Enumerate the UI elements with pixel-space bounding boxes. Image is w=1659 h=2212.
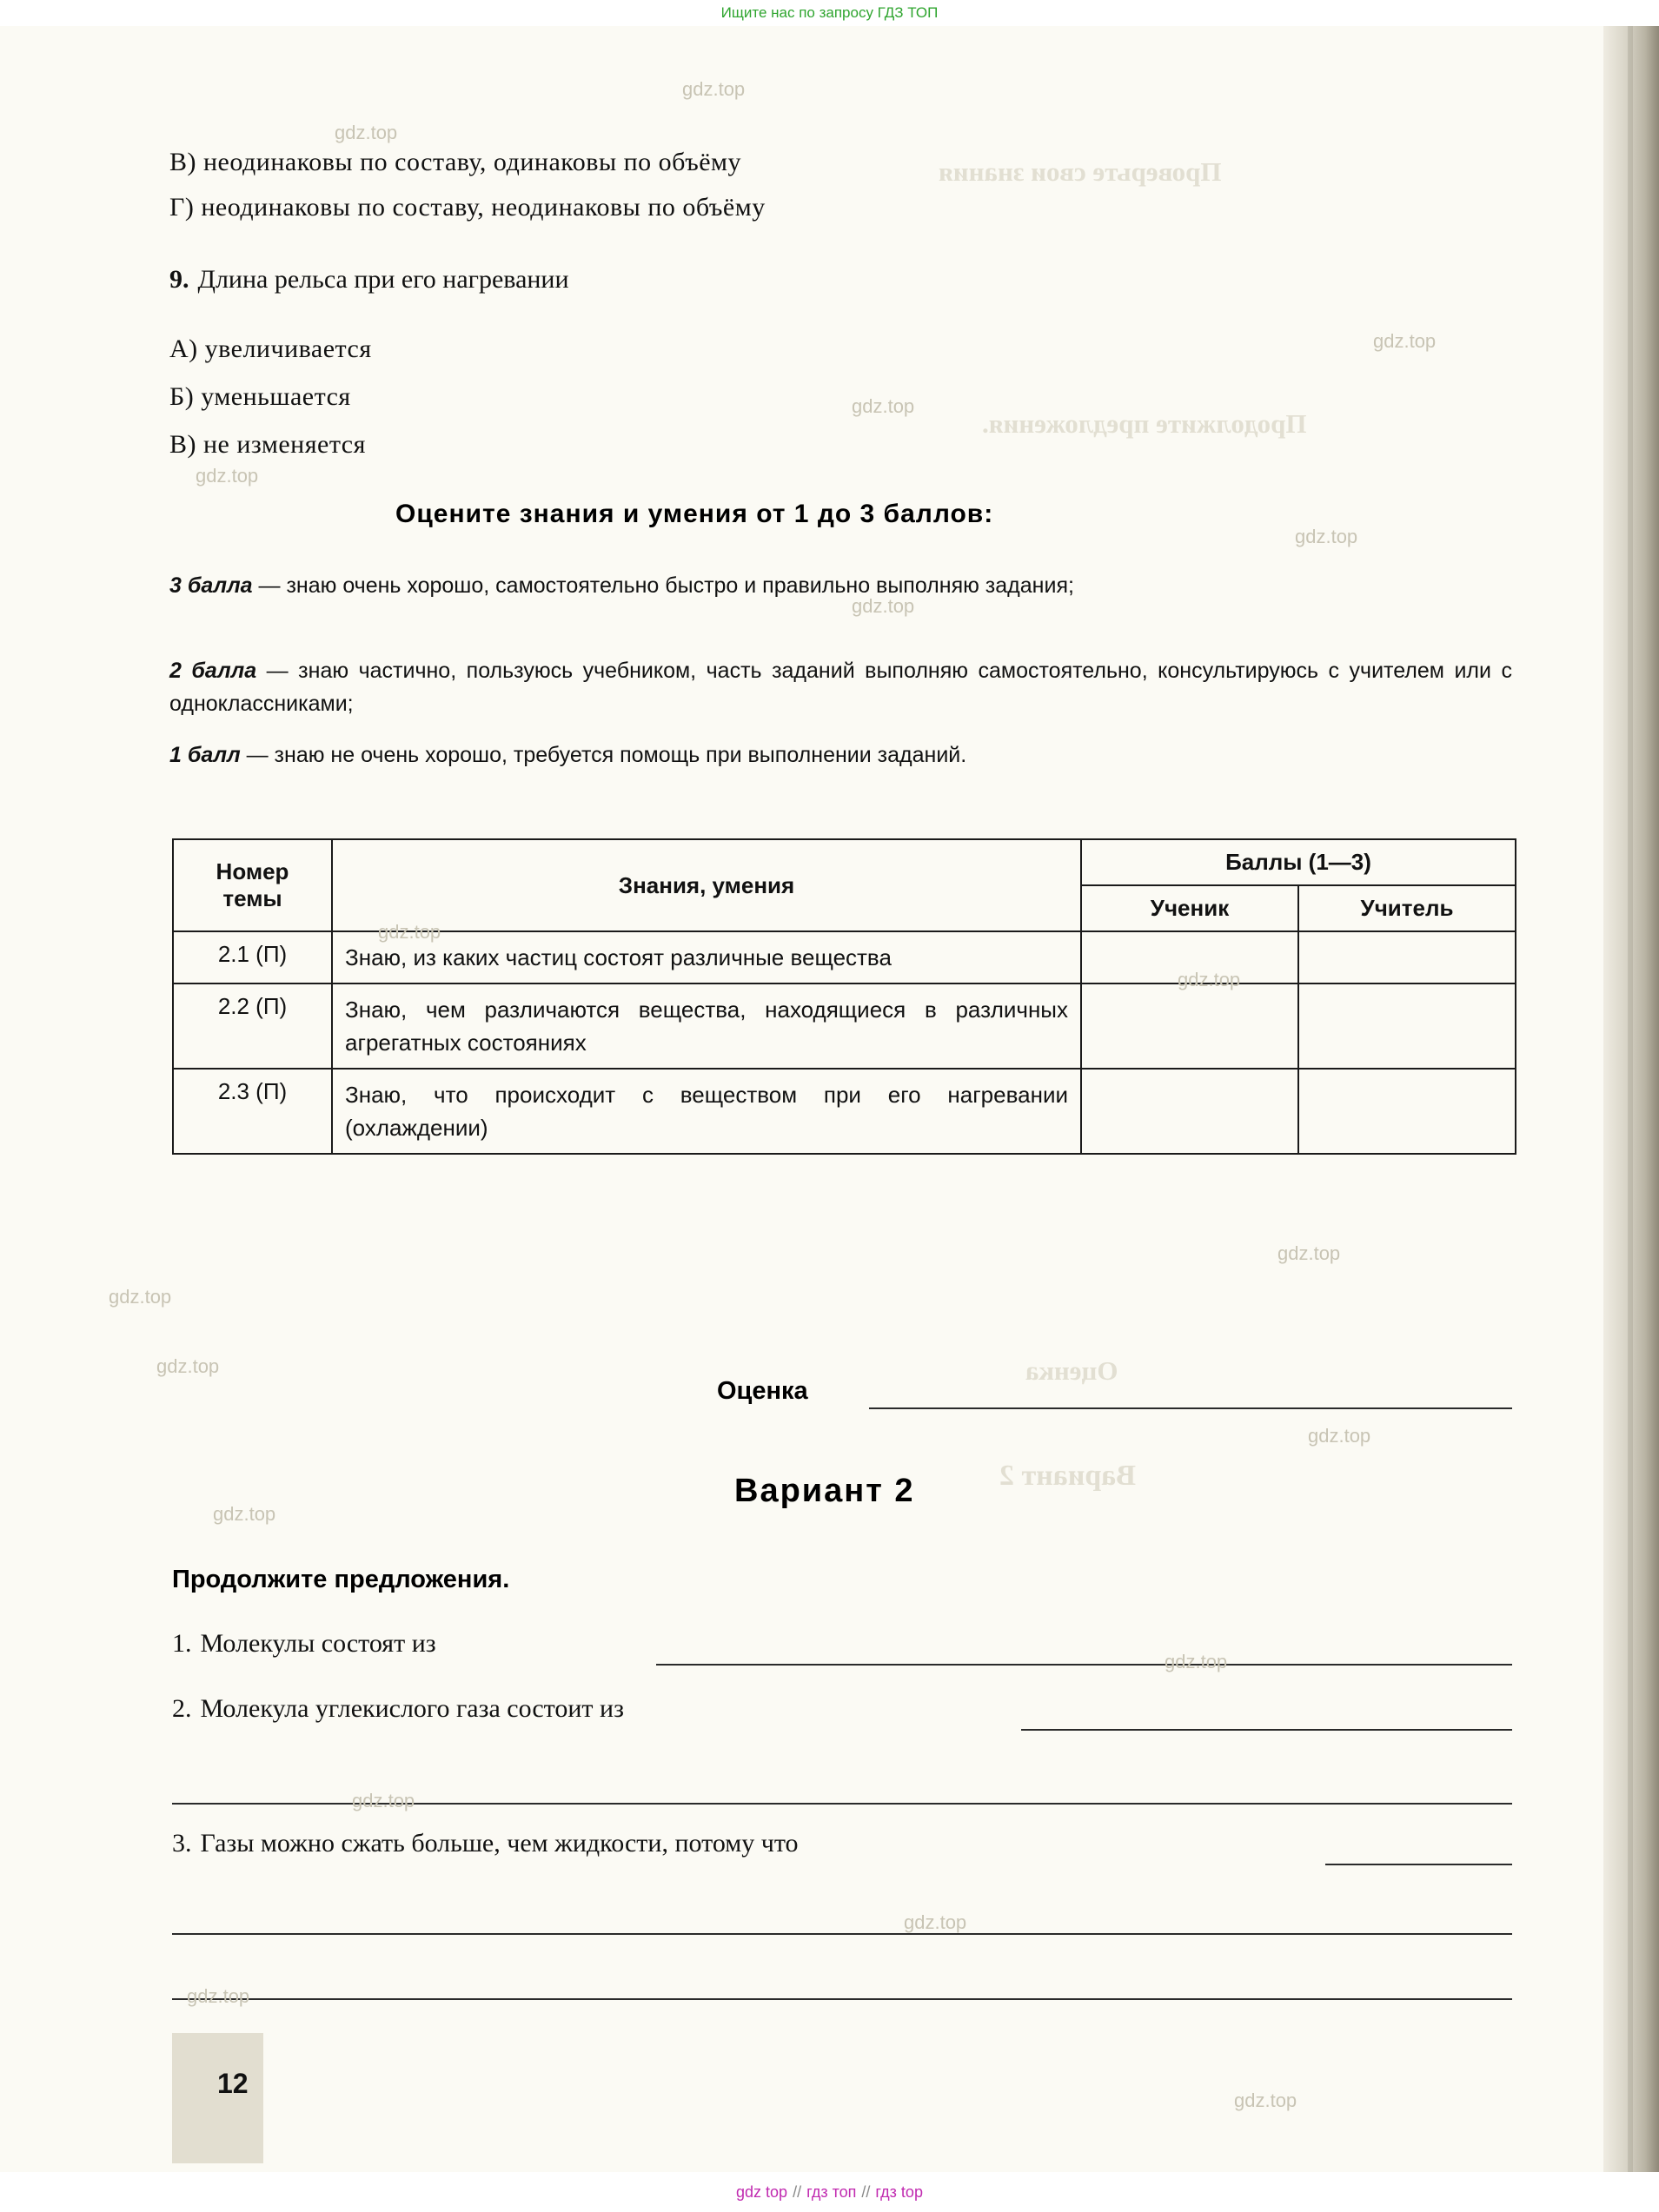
table-row (173, 1069, 1516, 1154)
option-v: В) неодинаковы по составу, одинаковы по объёму (169, 148, 742, 176)
watermark: gdz.top (1308, 1425, 1371, 1447)
row-3-student-score[interactable] (1081, 1069, 1298, 1154)
variant-instruction: Продолжите предложения. (172, 1566, 510, 1593)
variant-item-1 (172, 1629, 436, 1659)
watermark: gdz.top (1373, 330, 1437, 352)
score-level-3-dash: — (252, 573, 287, 598)
row-1-student-score[interactable] (1081, 931, 1298, 983)
variant-item-1-answer-line[interactable] (656, 1664, 1512, 1666)
question-9-option-b: Б) уменьшается (169, 382, 351, 411)
variant-item-3-answer-line-2[interactable] (172, 1933, 1512, 1935)
row-2-skill: Знаю, чем различаются вещества, находящиеся в различных агрегатных состояниях (332, 983, 1081, 1069)
watermark: gdz.top (682, 78, 746, 100)
question-9-option-a: А) увеличивается (169, 334, 372, 363)
watermark: gdz.top (1295, 526, 1358, 547)
score-level-3-label: 3 балла (169, 573, 253, 598)
row-1-teacher-score[interactable] (1298, 931, 1516, 983)
watermark: gdz.top (904, 1911, 967, 1933)
bottom-banner-sep-2: // (861, 2183, 871, 2201)
variant-item-3-answer-line-3[interactable] (172, 1998, 1512, 2000)
bottom-promo-banner (0, 2172, 1659, 2212)
score-level-2-text: знаю частично, пользуюсь учебником, часть заданий выполняю самостоятельно, консультируюсь с учителем или с одноклассниками; (169, 659, 1513, 716)
variant-item-3-text: Газы можно сжать больше, чем жидкости, потому что (200, 1829, 799, 1858)
bottom-banner-text-2: гдз топ (806, 2183, 857, 2201)
row-3-teacher-score[interactable] (1298, 1069, 1516, 1154)
ghost-text-3: Оценка (1025, 1355, 1118, 1386)
ghost-text-4: Вариант 2 (999, 1460, 1136, 1492)
table-header-row (173, 839, 1516, 885)
grade-label: Оценка (717, 1377, 808, 1405)
watermark: gdz.top (852, 395, 915, 417)
row-3-skill: Знаю, что происходит с веществом при его нагревании (охлаждении) (332, 1069, 1081, 1154)
variant-item-2-text: Молекула углекислого газа состоит из (200, 1694, 624, 1723)
question-9-option-v: В) не изменяется (169, 430, 366, 459)
watermark: gdz.top (213, 1503, 276, 1525)
variant-item-2-number: 2. (172, 1694, 192, 1723)
score-level-1 (169, 738, 1512, 772)
variant-item-3 (172, 1829, 799, 1858)
ghost-text-1: Проверьте свои знания (939, 156, 1222, 187)
watermark: gdz.top (352, 1790, 415, 1811)
row-1-skill: Знаю, из каких частиц состоят различные вещества (332, 931, 1081, 983)
watermark: gdz.top (109, 1286, 172, 1308)
row-1-number: 2.1 (П) (173, 931, 332, 983)
variant-item-2-answer-line-2[interactable] (172, 1803, 1512, 1805)
row-2-teacher-score[interactable] (1298, 983, 1516, 1069)
watermark: gdz.top (187, 1985, 250, 2007)
watermark: gdz.top (378, 921, 441, 943)
header-topic-number (173, 839, 332, 931)
table-row (173, 931, 1516, 983)
watermark: gdz.top (1277, 1242, 1341, 1264)
ghost-text-2: Продолжите предложения. (982, 408, 1307, 439)
score-level-2 (169, 654, 1512, 720)
row-3-number: 2.3 (П) (173, 1069, 332, 1154)
watermark: gdz.top (1178, 969, 1241, 990)
self-assessment-heading: Оцените знания и умения от 1 до 3 баллов: (395, 500, 994, 528)
variant-item-1-text: Молекулы состоят из (200, 1629, 436, 1658)
watermark: gdz.top (156, 1355, 220, 1377)
self-assessment-table (172, 838, 1516, 1155)
score-level-2-dash: — (256, 659, 299, 683)
variant-item-3-answer-line[interactable] (1325, 1864, 1512, 1865)
watermark: gdz.top (852, 595, 915, 617)
row-2-number: 2.2 (П) (173, 983, 332, 1069)
score-level-2-label: 2 балла (169, 659, 257, 683)
header-topic-number-l2: темы (222, 885, 282, 911)
score-level-1-label: 1 балл (169, 743, 241, 767)
page-content (0, 26, 1603, 2172)
top-promo-banner: Ищите нас по запросу ГДЗ ТОП (0, 0, 1659, 26)
header-skills: Знания, умения (332, 839, 1081, 931)
score-level-3-text: знаю очень хорошо, самостоятельно быстро и правильно выполняю задания; (286, 573, 1074, 598)
grade-fill-line[interactable] (869, 1407, 1512, 1409)
score-level-1-text: знаю не очень хорошо, требуется помощь при выполнении заданий. (274, 743, 967, 767)
row-2-student-score[interactable] (1081, 983, 1298, 1069)
variant-item-2-answer-line[interactable] (1021, 1729, 1512, 1731)
score-level-1-dash: — (240, 743, 275, 767)
header-teacher: Учитель (1298, 885, 1516, 931)
question-9 (169, 265, 569, 295)
option-g: Г) неодинаковы по составу, неодинаковы по объёму (169, 193, 766, 222)
question-9-text: Длина рельса при его нагревании (197, 265, 569, 294)
variant-item-2 (172, 1694, 624, 1724)
watermark: gdz.top (1165, 1651, 1228, 1672)
header-topic-number-l1: Номер (216, 858, 289, 884)
header-points: Баллы (1—3) (1081, 839, 1516, 885)
bottom-banner-text-3: гдз top (875, 2183, 923, 2201)
variant-title: Вариант 2 (734, 1473, 915, 1509)
bottom-banner-text-1: gdz top (736, 2183, 788, 2201)
header-student: Ученик (1081, 885, 1298, 931)
variant-item-1-number: 1. (172, 1629, 192, 1658)
score-level-3 (169, 569, 1512, 602)
page-number: 12 (217, 2068, 249, 2099)
page-edge-line (1628, 26, 1633, 2172)
watermark: gdz.top (196, 465, 259, 487)
watermark: gdz.top (335, 122, 398, 143)
bottom-banner-sep-1: // (793, 2183, 802, 2201)
variant-item-3-number: 3. (172, 1829, 192, 1858)
watermark: gdz.top (1234, 2089, 1297, 2111)
question-9-number: 9. (169, 265, 189, 294)
table-row (173, 983, 1516, 1069)
